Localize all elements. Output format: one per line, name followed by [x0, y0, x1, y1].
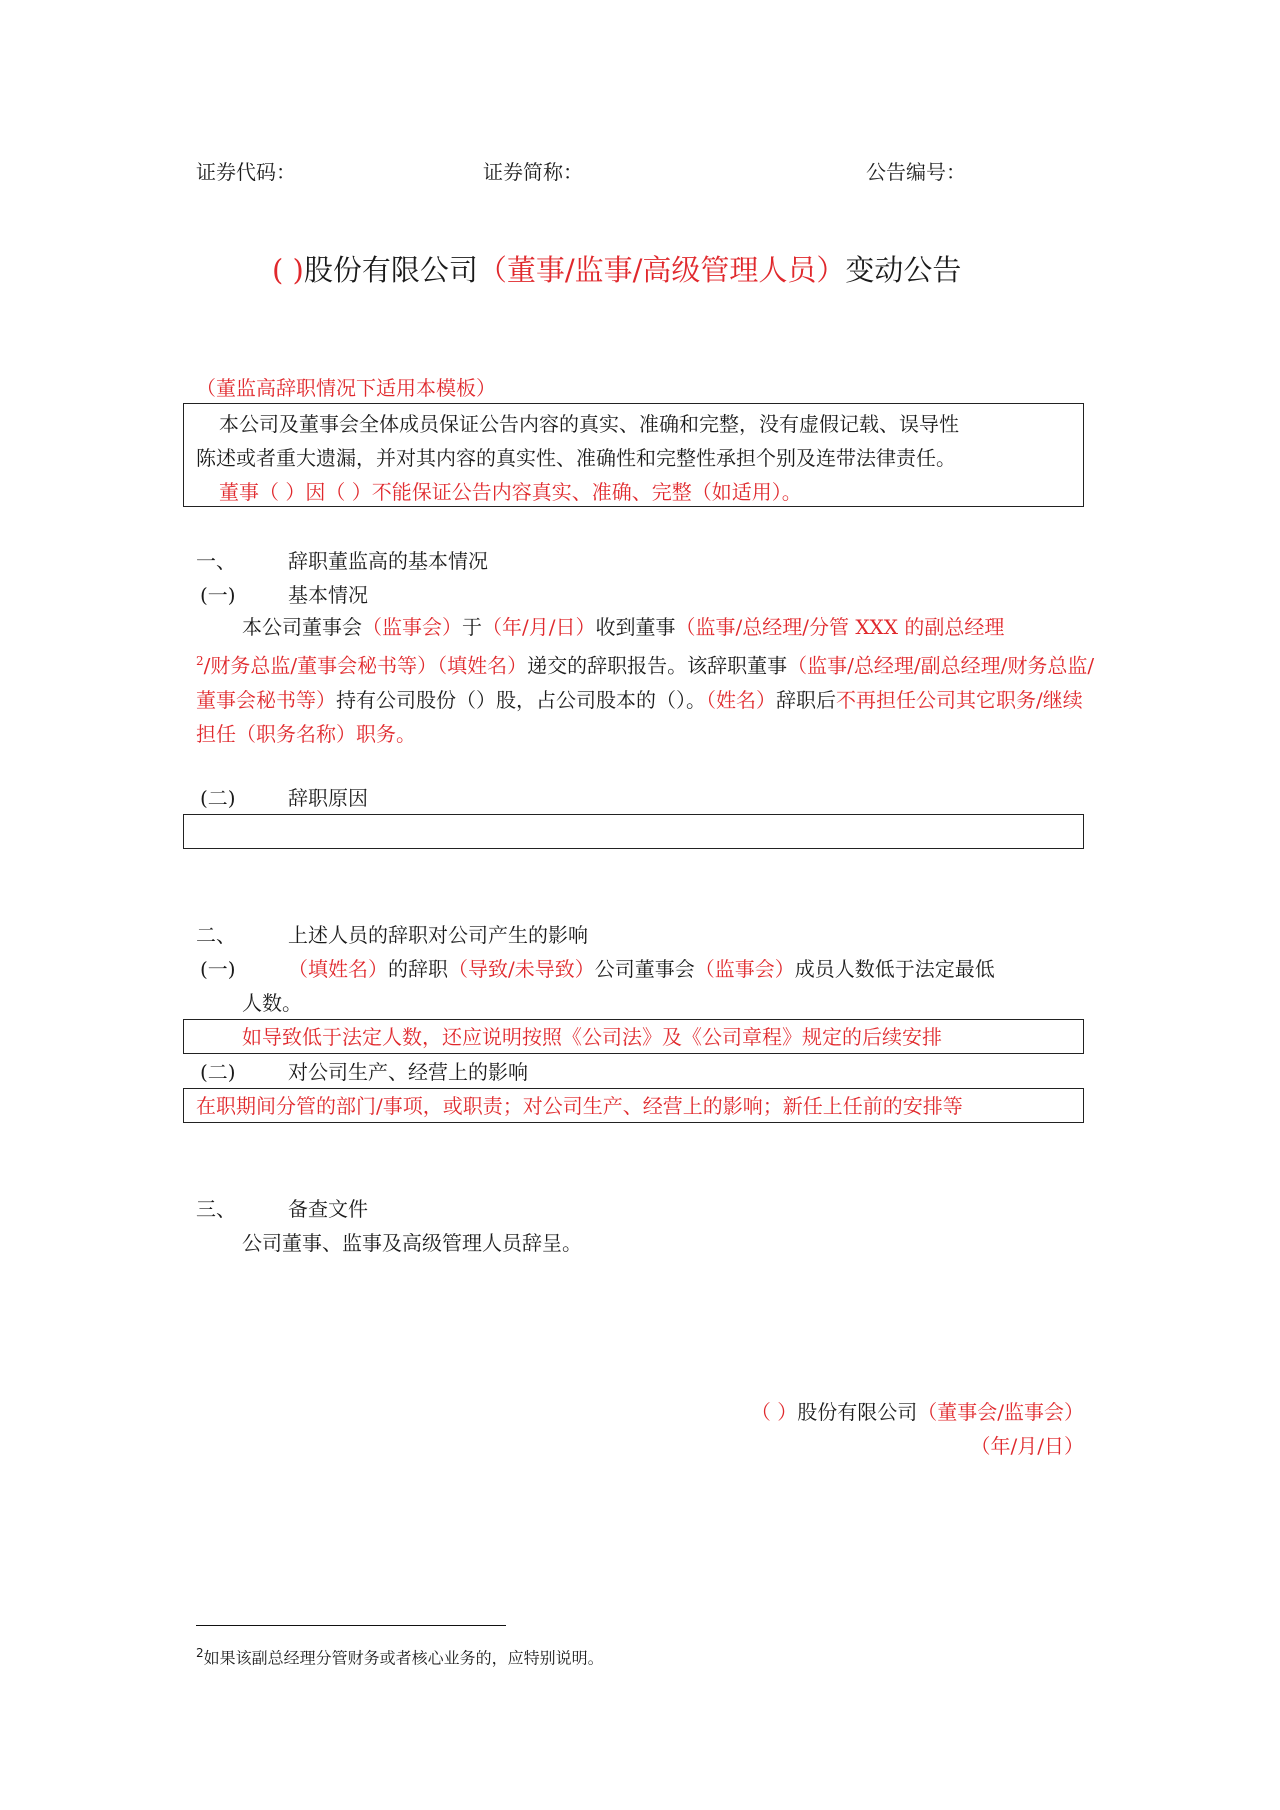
title-role-options: （董事/监事/高级管理人员）: [477, 253, 846, 287]
footnote-divider: [196, 1625, 506, 1626]
footnote-mark: 2: [196, 1646, 204, 1660]
section-2-number: 二、: [196, 923, 236, 947]
section-2-sub-2-number: (二): [200, 1060, 236, 1084]
signature-date: （年/月/日）: [970, 1434, 1084, 1458]
section-1-sub-1-heading: 基本情况: [288, 583, 368, 607]
section-1-sub-1-number: (一): [200, 583, 236, 607]
title-tail: 变动公告: [845, 253, 962, 287]
title-company: 股份有限公司: [303, 253, 478, 287]
impact-line: （填姓名）的辞职（导致/未导致）公司董事会（监事会）成员人数低于法定最低: [288, 957, 995, 981]
business-impact-text: 在职期间分管的部门/事项，或职责；对公司生产、经营上的影响；新任上任前的安排等: [196, 1094, 963, 1118]
section-1-sub-2-number: (二): [200, 786, 236, 810]
security-abbreviation-label: 证券简称：: [483, 160, 583, 184]
section-1-sub-2-heading: 辞职原因: [288, 786, 368, 810]
section-3-number: 三、: [196, 1197, 236, 1221]
security-code-label: 证券代码：: [196, 160, 296, 184]
section-3-heading: 备查文件: [288, 1197, 368, 1221]
guarantee-line-2: 陈述或者重大遗漏，并对其内容的真实性、准确性和完整性承担个别及连带法律责任。: [196, 446, 956, 470]
reference-documents-text: 公司董事、监事及高级管理人员辞呈。: [242, 1231, 582, 1255]
section-1-number: 一、: [196, 549, 236, 573]
impact-line-continued: 人数。: [242, 991, 302, 1015]
section-2-heading: 上述人员的辞职对公司产生的影响: [288, 923, 588, 947]
template-note: （董监高辞职情况下适用本模板）: [196, 376, 496, 400]
page-title: [272, 253, 962, 287]
resignation-reason-box: [183, 814, 1084, 849]
announcement-number-label: 公告编号：: [866, 160, 966, 184]
section-2-sub-1-number: (一): [200, 957, 236, 981]
guarantee-line-1: 本公司及董事会全体成员保证公告内容的真实、准确和完整，没有虚假记载、误导性: [219, 412, 959, 436]
legal-minimum-text: 如导致低于法定人数，还应说明按照《公司法》及《公司章程》规定的后续安排: [242, 1025, 942, 1049]
section-2-sub-2-heading: 对公司生产、经营上的影响: [288, 1060, 528, 1084]
title-paren-blank: ( ): [272, 253, 304, 287]
footnote: [196, 1647, 604, 1666]
footnote-text: 如果该副总经理分管财务或者核心业务的，应特别说明。: [203, 1648, 604, 1668]
signature-company: （ ）股份有限公司（董事会/监事会）: [750, 1400, 1084, 1424]
section-1-heading: 辞职董监高的基本情况: [288, 549, 488, 573]
footnote-reference: 2: [196, 654, 204, 668]
guarantee-line-3: 董事（ ）因（ ）不能保证公告内容真实、准确、完整（如适用）。: [219, 480, 802, 504]
basic-info-paragraph: 本公司董事会（监事会）于（年/月/日）收到董事（监事/总经理/分管 XXX 的副总经理 $^2$/财务总监/董事会秘书等）（填姓名）递交的辞职报告。该辞职董事（监事/总经理/副总经理/财务总监/董事会秘书等）持有公司股份（）股，占公司股本的（）。（姓名）辞职后不再担任公司其它职务/继续担任（职务名称）职务。: [196, 615, 1095, 746]
